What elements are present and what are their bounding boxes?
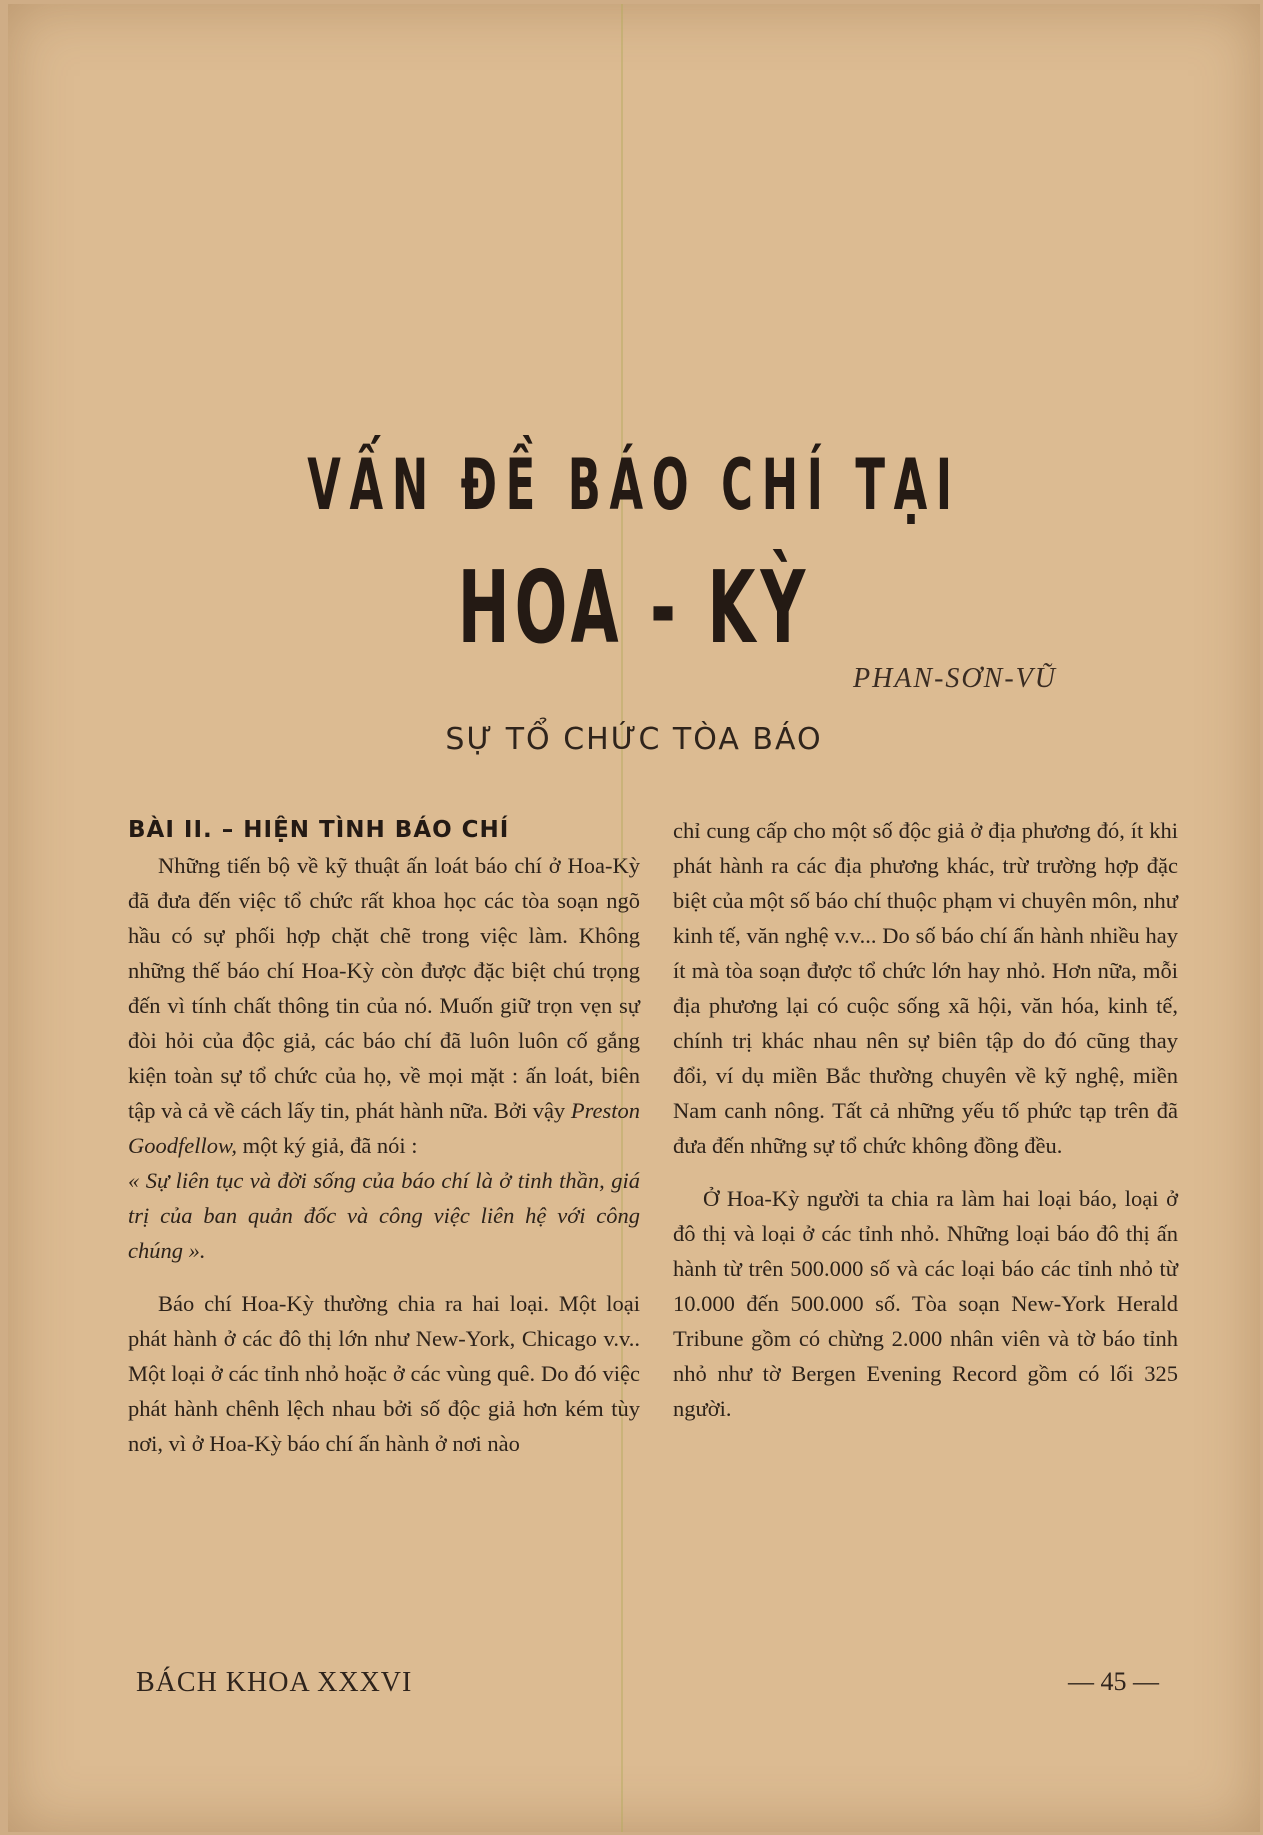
magazine-page	[8, 4, 1260, 1832]
paragraph-3: chỉ cung cấp cho một số độc giả ở địa phương đó, ít khi phát hành ra các địa phương khác, trừ trường hợp đặc biệt của một số báo chí thuộc phạm vi chuyên môn, như kinh tế, văn nghệ v.v... Do số báo chí ấn hành nhiều hay ít mà tòa soạn được tổ chức lớn hay nhỏ. Hơn nữa, mỗi địa phương lại có cuộc sống xã hội, văn hóa, kinh tế, chính trị khác nhau nên sự biên tập do đó cũng thay đổi, ví dụ miền Bắc thường chuyên về kỹ nghệ, miền Nam canh nông. Tất cả những yếu tố phức tạp trên đã đưa đến những sự tổ chức không đồng đều.	[673, 818, 1178, 1158]
article-title-line-2: HOA - KỲ	[457, 549, 811, 666]
quote-paragraph	[128, 1163, 640, 1268]
right-text-column	[673, 813, 1178, 1426]
article-subtitle: SỰ TỔ CHỨC TÒA BÁO	[445, 722, 823, 757]
paragraph-1	[128, 848, 640, 1163]
paragraph-2: Báo chí Hoa-Kỳ thường chia ra hai loại. Một loại phát hành ở các đô thị lớn như New-York, Chicago v.v.. Một loại ở các tỉnh nhỏ hoặc ở các vùng quê. Do đó việc phát hành chênh lệch nhau bởi số độc giả hơn kém tùy nơi, vì ở Hoa-Kỳ báo chí ấn hành ở nơi nào	[128, 1291, 640, 1456]
author-byline: PHAN-SƠN-VŨ	[853, 663, 1057, 694]
left-text-column	[128, 813, 640, 1461]
paragraph-1-text: Những tiến bộ về kỹ thuật ấn loát báo chí ở Hoa-Kỳ đã đưa đến việc tổ chức rất khoa học các tòa soạn ngõ hầu có sự phối hợp chặt chẽ trong việc làm. Không những thế báo chí Hoa-Kỳ còn được đặc biệt chú trọng đến vì tính chất thông tin của nó. Muốn giữ trọn vẹn sự đòi hỏi của độc giả, các báo chí đã luôn luôn cố gắng kiện toàn sự tổ chức của họ, về mọi mặt : ấn loát, biên tập và cả về cách lấy tin, phát hành nữa. Bởi vậy	[128, 853, 640, 1123]
publication-name: BÁCH KHOA XXXVI	[136, 1667, 413, 1698]
paragraph-4: Ở Hoa-Kỳ người ta chia ra làm hai loại báo, loại ở đô thị và loại ở các tỉnh nhỏ. Những loại báo đô thị ấn hành từ trên 500.000 số và các loại báo các tỉnh nhỏ từ 10.000 đến 500.000 số. Tòa soạn New-York Herald Tribune gồm có chừng 2.000 nhân viên và tờ báo tỉnh nhỏ như tờ Bergen Evening Record gồm có lối 325 người.	[673, 1186, 1178, 1421]
quoted-person-name: Preston Goodfellow,	[128, 1098, 640, 1158]
paragraph-1-tail: một ký giả, đã nói :	[236, 1133, 418, 1158]
quote-text: « Sự liên tục và đời sống của báo chí là ở tinh thần, giá trị của ban quản đốc và công việc liên hệ với công chúng ».	[128, 1168, 640, 1263]
article-title-line-1: VẤN ĐỀ BÁO CHÍ TẠI	[307, 444, 961, 526]
page-number: — 45 —	[1068, 1667, 1159, 1696]
section-heading: BÀI II. – HIỆN TÌNH BÁO CHÍ	[128, 817, 510, 843]
